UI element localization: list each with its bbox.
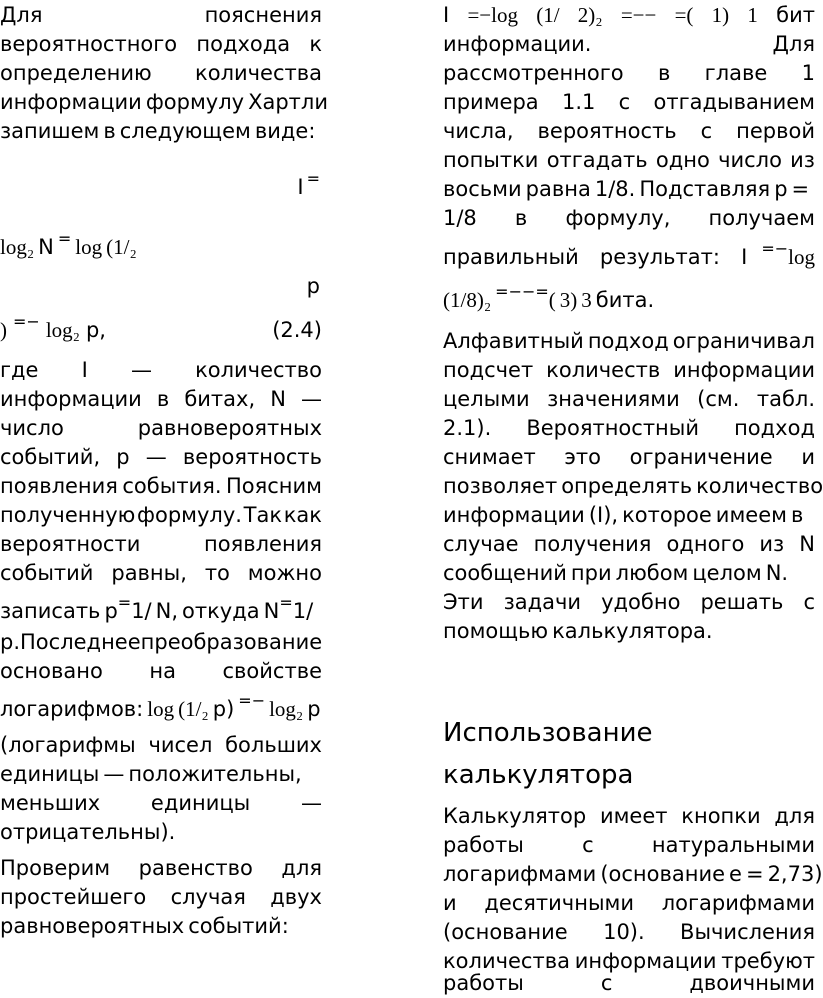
math-token: =−− <box>620 3 657 27</box>
text-line <box>443 29 815 59</box>
word: I <box>297 175 304 199</box>
math-token: (1/₂ <box>106 235 137 259</box>
word: бит <box>776 3 815 27</box>
formula-line <box>0 229 322 262</box>
math-token: =( <box>674 3 694 27</box>
word: записать <box>0 599 101 623</box>
word: I <box>81 358 88 382</box>
math-token: N <box>38 235 54 259</box>
equals-sign: = <box>279 593 293 612</box>
word: целыми <box>443 387 530 411</box>
math-token: log₂ <box>0 235 35 259</box>
text-line <box>0 413 322 443</box>
word: к <box>309 32 322 56</box>
formula-fragment <box>741 239 815 274</box>
text-line <box>0 58 322 88</box>
word: положительны, <box>128 762 302 786</box>
word: равна <box>525 177 591 201</box>
word: единицы <box>0 762 100 786</box>
text-line <box>443 326 815 356</box>
word: равны, <box>111 561 187 585</box>
math-token: (1/₂ <box>178 697 209 721</box>
word: основано <box>0 659 103 683</box>
word: количества <box>443 949 570 973</box>
word: это <box>564 445 602 469</box>
word: N. <box>765 561 789 585</box>
word: вероятность <box>182 445 322 469</box>
word: p. <box>0 630 21 654</box>
section-heading-line-1: Использование <box>443 718 653 748</box>
math-token: 1 <box>747 3 758 27</box>
word: решать <box>700 590 784 614</box>
word: N <box>799 532 815 556</box>
equals-sign: = <box>535 282 549 301</box>
equals-sign: =− <box>238 691 266 710</box>
word: Последнее <box>20 630 141 654</box>
word: из <box>759 532 785 556</box>
text-line <box>0 0 322 30</box>
word: количество <box>195 358 322 382</box>
word: событий <box>0 561 94 585</box>
word: ограничение <box>629 445 773 469</box>
word: (основание <box>443 920 568 944</box>
word: при <box>570 561 612 585</box>
word: работы <box>443 833 524 857</box>
word: равенство <box>138 856 253 880</box>
math-token: p <box>307 697 321 721</box>
word: и <box>443 891 457 915</box>
text-line <box>0 116 322 146</box>
word: события. <box>122 474 222 498</box>
word: Поясним <box>225 474 322 498</box>
word: в <box>657 61 671 85</box>
text-line <box>443 801 815 831</box>
word: следующем <box>119 119 251 143</box>
word: N <box>263 599 280 623</box>
word: Для <box>0 3 43 27</box>
word: калькулятора. <box>552 619 713 643</box>
word: ограничивал <box>672 329 815 353</box>
word: (основание <box>600 862 726 886</box>
word: Подставляя <box>639 177 771 201</box>
word: задачи <box>503 590 582 614</box>
word: (I), <box>588 503 619 527</box>
text-line <box>0 911 322 941</box>
formula-line <box>0 169 322 202</box>
word: информации <box>0 387 142 411</box>
math-token: (1/8)₂ <box>443 288 492 312</box>
word: Алфавитный <box>443 329 584 353</box>
word: 1/ <box>292 599 314 623</box>
word: подход <box>734 416 815 440</box>
equals-sign: = <box>57 229 72 248</box>
word: число <box>718 148 782 172</box>
word: событий, <box>0 445 101 469</box>
word: одно <box>655 148 710 172</box>
word: сообщений <box>443 561 567 585</box>
word: помощью <box>443 619 549 643</box>
word: откуда <box>182 599 260 623</box>
word: Калькулятор <box>443 804 587 828</box>
text-line <box>0 691 322 724</box>
word: удобно <box>601 590 681 614</box>
word: вероятности <box>0 532 141 556</box>
word: полученную <box>0 503 136 527</box>
formula-line <box>443 0 815 30</box>
word: с <box>618 90 631 114</box>
text-line <box>0 29 322 59</box>
word: 10). <box>603 920 645 944</box>
word: примера <box>443 90 539 114</box>
word: отгадыванием <box>653 90 815 114</box>
equals-sign: =− <box>13 312 40 331</box>
word: (см. <box>697 387 740 411</box>
word: битах, <box>184 387 256 411</box>
word: с <box>803 590 815 614</box>
word: целом <box>692 561 762 585</box>
text-line <box>0 529 322 559</box>
word: первой <box>736 119 815 143</box>
text-line <box>0 355 322 385</box>
math-token: log₂ <box>269 697 304 721</box>
word: получения <box>533 532 652 556</box>
word: снимает <box>443 445 536 469</box>
word: — <box>103 762 125 786</box>
word: 2,73) <box>767 862 823 886</box>
word: с <box>700 119 713 143</box>
equals-sign: = <box>117 593 132 612</box>
word: двоичными <box>689 971 815 995</box>
word: e <box>729 862 742 886</box>
word: требуют <box>721 949 815 973</box>
word: логарифмами <box>661 891 815 915</box>
word: меньших <box>0 791 101 815</box>
text-line <box>443 917 815 947</box>
text-line <box>0 817 322 847</box>
word: формулу. <box>137 503 242 527</box>
word: (логарифмы <box>0 733 136 757</box>
word: 2.1). <box>443 416 492 440</box>
word: информации. <box>443 32 592 56</box>
math-token: 3 <box>581 288 592 312</box>
math-token: ) <box>0 318 7 342</box>
word: десятичными <box>484 891 635 915</box>
word: которое <box>622 503 712 527</box>
text-line <box>443 830 815 860</box>
word: и <box>801 445 815 469</box>
text-line <box>0 558 322 588</box>
word: p <box>116 445 130 469</box>
text-line <box>0 627 322 657</box>
text-line <box>443 616 815 646</box>
word: бита. <box>595 288 655 312</box>
word: с <box>600 971 613 995</box>
text-line <box>0 384 322 414</box>
math-token: 3) <box>559 288 578 312</box>
word: событий: <box>188 914 289 938</box>
word: p <box>774 177 788 201</box>
word: — <box>300 791 322 815</box>
section-heading-line-2: калькулятора <box>443 760 634 790</box>
word: восьми <box>443 177 522 201</box>
word: 1.1 <box>561 90 596 114</box>
word: одного <box>666 532 745 556</box>
word: — <box>145 445 167 469</box>
text-line <box>0 759 322 789</box>
word: подход <box>587 329 669 353</box>
math-token: (1/ <box>536 3 560 27</box>
text-line <box>443 471 823 501</box>
word: Проверим <box>0 856 111 880</box>
math-token: p) <box>212 697 235 721</box>
word: количеств <box>546 358 661 382</box>
text-line <box>443 888 815 918</box>
word: количества <box>195 61 322 85</box>
text-line <box>443 145 815 175</box>
word: для <box>774 804 815 828</box>
word: табл. <box>756 387 815 411</box>
word: значениями <box>547 387 680 411</box>
word: Так <box>243 503 283 527</box>
word: свойстве <box>222 659 322 683</box>
text-line <box>0 500 322 530</box>
word: 1 <box>801 61 815 85</box>
math-token: I <box>741 245 748 269</box>
word: из <box>790 148 815 172</box>
word: больших <box>225 733 322 757</box>
text-line <box>443 58 815 88</box>
text-line <box>443 587 815 617</box>
text-line <box>443 968 815 998</box>
word: в <box>790 503 804 527</box>
word: появления <box>204 532 322 556</box>
word: чисел <box>148 733 213 757</box>
word: любом <box>615 561 689 585</box>
word: Эти <box>443 590 484 614</box>
word: = <box>791 177 810 201</box>
word: = <box>745 862 764 886</box>
word: отрицательны). <box>0 820 176 844</box>
word: информации <box>574 949 717 973</box>
formula-number: (2.4) <box>272 318 322 342</box>
word: информации <box>673 358 815 382</box>
word: Вероятностный <box>526 416 700 440</box>
text-line <box>443 442 815 472</box>
word: Вычисления <box>680 920 815 944</box>
word: работы <box>443 971 524 995</box>
word: 1/8. <box>594 177 636 201</box>
word: 1/8 <box>443 206 477 230</box>
word: вероятность <box>537 119 677 143</box>
word: случае <box>443 532 519 556</box>
text-line <box>443 384 815 414</box>
word: формулу, <box>565 206 671 230</box>
word: с <box>582 833 594 857</box>
word: на <box>149 659 176 683</box>
math-token: log <box>788 245 815 269</box>
formula-line <box>0 312 322 345</box>
word: имеем <box>715 503 787 527</box>
math-token: =−log <box>467 3 518 27</box>
word: отгадать <box>546 148 648 172</box>
word: простейшего <box>0 885 147 909</box>
text-line <box>0 656 322 686</box>
text-line <box>443 558 815 588</box>
formula-line <box>443 282 815 315</box>
word: N, <box>155 599 179 623</box>
text-line <box>443 413 815 443</box>
word: имеет <box>599 804 668 828</box>
word: позволяет <box>443 474 558 498</box>
word: информации <box>443 503 585 527</box>
word: Хартли <box>248 90 328 114</box>
math-token: 2)₂ <box>577 3 603 27</box>
word: определять <box>561 474 693 498</box>
word: запишем <box>0 119 100 143</box>
text-line <box>443 529 815 559</box>
word: в <box>103 119 116 143</box>
text-line <box>0 882 322 912</box>
text-line <box>443 87 815 117</box>
word: можно <box>247 561 322 585</box>
math-token: log₂ <box>45 318 80 342</box>
word: 1/ <box>131 599 152 623</box>
word: получаем <box>708 206 815 230</box>
word: формулу <box>145 90 245 114</box>
word: определению <box>0 61 152 85</box>
math-token: I <box>443 3 450 27</box>
word: количество <box>696 474 823 498</box>
text-line <box>443 116 815 146</box>
word: случая <box>170 885 246 909</box>
word: — <box>130 358 152 382</box>
text-line <box>0 788 322 818</box>
text-line <box>443 859 823 889</box>
word: вероятностного <box>0 32 178 56</box>
text-line <box>0 853 322 883</box>
word: главе <box>704 61 768 85</box>
word: рассмотренного <box>443 61 624 85</box>
math-token: log <box>75 235 103 259</box>
text-line <box>0 471 322 501</box>
formula-line <box>0 271 322 301</box>
word: виде: <box>254 119 316 143</box>
formula-body <box>0 312 106 347</box>
math-token: p <box>306 274 320 298</box>
word: p <box>104 599 118 623</box>
text-line <box>443 355 815 385</box>
word: логарифмов: <box>0 697 144 721</box>
word: результат: <box>599 245 720 269</box>
word: равновероятных <box>137 416 322 440</box>
word: пояснения <box>204 3 322 27</box>
word: — <box>300 387 322 411</box>
word: в <box>514 206 528 230</box>
word: информации <box>0 90 142 114</box>
word: правильный <box>443 245 579 269</box>
word: равновероятных <box>0 914 185 938</box>
text-line <box>443 500 815 530</box>
text-line <box>0 730 322 760</box>
word: попытки <box>443 148 539 172</box>
word: двух <box>270 885 322 909</box>
word: подсчет <box>443 358 534 382</box>
word: логарифмами <box>443 862 597 886</box>
word: единицы <box>150 791 251 815</box>
word: появления <box>0 474 118 498</box>
text-line <box>0 87 328 117</box>
word: Для <box>772 32 815 56</box>
word: кнопки <box>681 804 761 828</box>
word: подхода <box>196 32 291 56</box>
math-token: ( <box>548 288 556 312</box>
word: числа, <box>443 119 514 143</box>
text-line <box>443 174 815 204</box>
text-line <box>0 593 322 626</box>
equals-sign: =− <box>761 239 789 258</box>
word: то <box>204 561 230 585</box>
math-token: 1) <box>711 3 730 27</box>
word: преобразование <box>140 630 323 654</box>
word: где <box>0 358 39 382</box>
equals-sign: =−− <box>495 282 536 301</box>
formula-line <box>443 239 815 272</box>
word: в <box>156 387 170 411</box>
word: N <box>270 387 286 411</box>
word: число <box>0 416 64 440</box>
word: для <box>281 856 322 880</box>
math-token: p, <box>85 318 106 342</box>
text-line <box>443 203 815 233</box>
word: как <box>283 503 322 527</box>
text-line <box>0 442 322 472</box>
word: натуральными <box>651 833 815 857</box>
math-token: log <box>147 697 175 721</box>
equals-sign: = <box>306 169 320 188</box>
